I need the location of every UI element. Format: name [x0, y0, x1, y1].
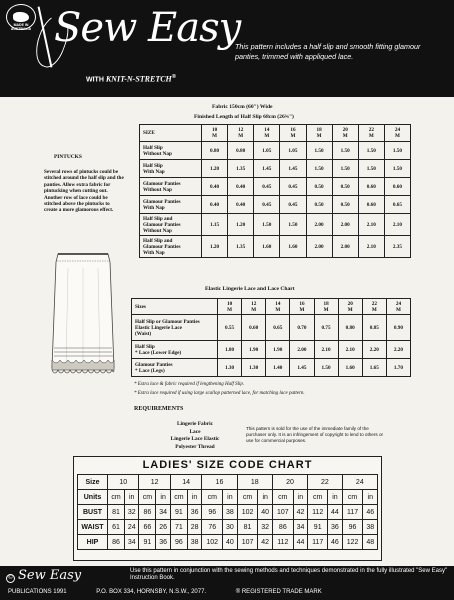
footer-banner [0, 566, 454, 600]
value-cell: 1.20 [202, 160, 228, 178]
value-cell: 1.50 [280, 214, 306, 236]
unit-cell: cm [308, 490, 328, 505]
value-cell: 1.15 [202, 214, 228, 236]
value-cell: 1.30 [218, 359, 242, 377]
size-column-header: 12 M [242, 299, 266, 315]
size-column-header: 14 M [266, 299, 290, 315]
measurement-value: 36 [187, 505, 201, 520]
unit-cell: in [328, 490, 342, 505]
value-cell: 0.60 [358, 178, 384, 196]
measurement-value: 91 [139, 535, 156, 550]
value-cell: 1.90 [266, 341, 290, 359]
value-cell: 1.45 [254, 160, 280, 178]
value-cell: 1.80 [218, 341, 242, 359]
size-column-header: 24 M [384, 125, 410, 142]
value-cell: 0.50 [332, 178, 358, 196]
value-cell: 1.60 [254, 236, 280, 258]
measurement-row [78, 520, 378, 535]
size-column-header: 12 M [228, 125, 254, 142]
value-cell: 2.20 [362, 341, 386, 359]
value-cell: 0.60 [384, 178, 410, 196]
measurement-value: 38 [223, 505, 237, 520]
unit-cell: in [223, 490, 237, 505]
measurement-value: 40 [223, 535, 237, 550]
value-cell: 1.90 [242, 341, 266, 359]
unit-cell: cm [272, 490, 293, 505]
lace-footnote-1: * Extra lace & fabric required if lengthening Half Slip. [134, 382, 245, 387]
size-chart-title: LADIES' SIZE CODE CHART [142, 459, 313, 471]
measurement-value: 112 [272, 535, 293, 550]
value-cell: 0.60 [242, 315, 266, 341]
unit-cell: in [293, 490, 307, 505]
measurement-value: 96 [202, 505, 223, 520]
brand-logo: Sew Easy [54, 5, 241, 51]
measurement-value: 61 [108, 520, 125, 535]
value-cell: 1.60 [338, 359, 362, 377]
size-value-cell: 24 [342, 475, 377, 490]
value-cell: 1.40 [266, 359, 290, 377]
measurement-value: 91 [308, 520, 328, 535]
made-in-australia-badge [6, 4, 36, 30]
measurement-value: 26 [156, 520, 170, 535]
measurement-value: 107 [237, 535, 258, 550]
measurement-value: 86 [108, 535, 125, 550]
ladies-size-chart [73, 456, 382, 561]
measurement-value: 96 [342, 520, 363, 535]
value-cell: 2.35 [384, 236, 410, 258]
yardage-table [139, 124, 411, 258]
size-value-cell: 16 [202, 475, 237, 490]
measurement-value: 34 [156, 505, 170, 520]
unit-cell: cm [139, 490, 156, 505]
size-value-cell: 14 [170, 475, 201, 490]
unit-cell: in [187, 490, 201, 505]
measurement-value: 46 [328, 535, 342, 550]
table-row [140, 214, 411, 236]
size-chart-table [77, 474, 378, 550]
table-row [140, 196, 411, 214]
measurement-value: 107 [272, 505, 293, 520]
row-label: Glamour Panties With Nap [140, 196, 202, 214]
value-cell: 0.40 [202, 178, 228, 196]
row-label: Glamour Panties Without Nap [140, 178, 202, 196]
value-cell: 1.50 [384, 142, 410, 160]
value-cell: 0.75 [314, 315, 338, 341]
footer-address: P.O. BOX 334, HORNSBY, N.S.W., 2077. [96, 589, 207, 595]
value-cell: 0.45 [280, 196, 306, 214]
measurement-value: 96 [170, 535, 187, 550]
value-cell: 1.60 [280, 236, 306, 258]
measurement-value: 34 [124, 535, 138, 550]
unit-cell: cm [237, 490, 258, 505]
pintucks-description: Several rows of pintucks could be stitched around the half slip and the panties. Allow extra fabric for pintucking when cutting out. Another row of lace could be stitched above the pintucks to create a more glamorous effect. [44, 169, 124, 214]
size-column-header: 18 M [306, 125, 332, 142]
measurement-value: 30 [223, 520, 237, 535]
row-label: Half Slip or Glamour Panties Elastic Lingerie Lace (Waist) [132, 315, 218, 341]
measurement-value: 38 [187, 535, 201, 550]
value-cell: 1.65 [362, 359, 386, 377]
finished-length-title: Finished Length of Half Slip 68cm (26¾") [194, 114, 294, 120]
value-cell: 0.55 [218, 315, 242, 341]
measurement-value: 66 [139, 520, 156, 535]
value-cell: 0.45 [280, 178, 306, 196]
unit-cell: in [124, 490, 138, 505]
unit-cell: cm [108, 490, 125, 505]
measurement-value: 42 [258, 535, 272, 550]
value-cell: 1.50 [384, 160, 410, 178]
measurement-value: 44 [328, 505, 342, 520]
size-column-header: 16 M [290, 299, 314, 315]
units-row [78, 490, 378, 505]
measurement-row [78, 505, 378, 520]
value-cell: 0.65 [266, 315, 290, 341]
unit-cell: in [156, 490, 170, 505]
value-cell: 1.50 [314, 359, 338, 377]
measurement-row [78, 535, 378, 550]
measurement-value: 117 [308, 535, 328, 550]
size-column-header: 16 M [280, 125, 306, 142]
knit-registered: ® [171, 74, 177, 80]
value-cell: 1.50 [358, 160, 384, 178]
table-row [140, 178, 411, 196]
requirements-list [150, 421, 240, 451]
value-cell: 2.10 [314, 341, 338, 359]
value-cell: 0.70 [290, 315, 314, 341]
header-banner [0, 0, 454, 97]
tagline: This pattern includes a half slip and smooth fitting glamour panties, trimmed with appliqued lace. [235, 42, 421, 61]
value-cell: 1.05 [280, 142, 306, 160]
unit-cell: cm [342, 490, 363, 505]
size-header-cell: SIZE [140, 125, 202, 142]
measurement-value: 36 [328, 520, 342, 535]
size-header-cell: Sizes [132, 299, 218, 315]
footer-instructions: Use this pattern in conjunction with the sewing methods and techniques demonstrated in the fully illustrated "Sew Easy" Instruction Book. [130, 568, 448, 581]
value-cell: 0.60 [358, 196, 384, 214]
measurement-label: BUST [78, 505, 108, 520]
value-cell: 2.10 [338, 341, 362, 359]
size-column-header: 20 M [332, 125, 358, 142]
value-cell: 1.45 [280, 160, 306, 178]
footer-trademark: ® REGISTERED TRADE MARK [235, 589, 322, 595]
value-cell: 0.40 [228, 196, 254, 214]
copyright-notice: This pattern is sold for the use of the immediate family of the purchaser only. It is an infringement of copyright to lend to others or use for commercial purposes. [246, 426, 384, 443]
value-cell: 0.50 [306, 196, 332, 214]
value-cell: 0.45 [254, 196, 280, 214]
value-cell: 1.50 [358, 142, 384, 160]
value-cell: 2.10 [384, 214, 410, 236]
requirement-item: Polyester Thread [175, 443, 215, 450]
row-label: Half Slip Without Nap [140, 142, 202, 160]
value-cell: 1.35 [228, 236, 254, 258]
table-header-row [132, 299, 411, 315]
measurement-value: 24 [124, 520, 138, 535]
measurement-value: 48 [363, 535, 378, 550]
table-row [140, 236, 411, 258]
measurement-value: 38 [363, 520, 378, 535]
value-cell: 0.40 [202, 196, 228, 214]
value-cell: 1.20 [202, 236, 228, 258]
value-cell: 1.70 [386, 359, 410, 377]
table-header-row [140, 125, 411, 142]
value-cell: 0.50 [306, 178, 332, 196]
units-label-cell: Units [78, 490, 108, 505]
unit-cell: in [363, 490, 378, 505]
value-cell: 1.50 [306, 160, 332, 178]
measurement-value: 40 [258, 505, 272, 520]
unit-cell: cm [202, 490, 223, 505]
half-slip-illustration [44, 248, 122, 398]
measurement-value: 122 [342, 535, 363, 550]
size-value-cell: 18 [237, 475, 272, 490]
value-cell: 1.45 [290, 359, 314, 377]
measurement-value: 36 [156, 535, 170, 550]
size-column-header: 10 M [202, 125, 228, 142]
value-cell: 2.20 [386, 341, 410, 359]
measurement-value: 91 [170, 505, 187, 520]
requirement-item: Lace [189, 428, 201, 435]
australia-map-icon [13, 12, 29, 22]
size-value-cell: 22 [308, 475, 342, 490]
badge-text: MADE IN AUSTRALIA [10, 23, 32, 31]
measurement-value: 117 [342, 505, 363, 520]
measurement-value: 86 [272, 520, 293, 535]
value-cell: 0.85 [362, 315, 386, 341]
value-cell: 0.50 [332, 196, 358, 214]
measurement-value: 34 [293, 520, 307, 535]
value-cell: 1.05 [254, 142, 280, 160]
size-column-header: 14 M [254, 125, 280, 142]
measurement-value: 102 [202, 535, 223, 550]
value-cell: 1.35 [228, 160, 254, 178]
measurement-value: 32 [124, 505, 138, 520]
footer-publications: PUBLICATIONS 1991 [8, 589, 67, 595]
size-value-cell: 20 [272, 475, 307, 490]
measurement-value: 86 [139, 505, 156, 520]
measurement-value: 32 [258, 520, 272, 535]
value-cell: 1.50 [332, 160, 358, 178]
value-cell: 2.00 [290, 341, 314, 359]
value-cell: 2.00 [306, 236, 332, 258]
measurement-value: 42 [293, 505, 307, 520]
value-cell: 0.80 [338, 315, 362, 341]
size-column-header: 24 M [386, 299, 410, 315]
size-column-header: 22 M [362, 299, 386, 315]
knit-n-stretch-label [86, 74, 176, 83]
value-cell: 1.50 [332, 142, 358, 160]
row-label: Half Slip and Glamour Panties With Nap [140, 236, 202, 258]
table-row [140, 160, 411, 178]
table-row [132, 359, 411, 377]
size-column-header: 18 M [314, 299, 338, 315]
knit-brand: KNIT-N-STRETCH [105, 74, 172, 84]
size-value-cell: 12 [139, 475, 170, 490]
value-cell: 2.00 [332, 214, 358, 236]
value-cell: 0.90 [386, 315, 410, 341]
measurement-value: 112 [308, 505, 328, 520]
knit-prefix: WITH [86, 76, 104, 84]
value-cell: 2.10 [358, 236, 384, 258]
measurement-value: 71 [170, 520, 187, 535]
value-cell: 1.30 [242, 359, 266, 377]
value-cell: 0.80 [228, 142, 254, 160]
value-cell: 1.20 [228, 214, 254, 236]
copyright-icon: © [6, 574, 15, 583]
row-label: Half Slip With Nap [140, 160, 202, 178]
measurement-value: 46 [363, 505, 378, 520]
lace-chart-title: Elastic Lingerie Lace and Lace Chart [205, 286, 295, 292]
value-cell: 0.80 [202, 142, 228, 160]
measurement-label: WAIST [78, 520, 108, 535]
measurement-value: 28 [187, 520, 201, 535]
value-cell: 0.40 [228, 178, 254, 196]
measurement-label: HIP [78, 535, 108, 550]
value-cell: 2.10 [358, 214, 384, 236]
row-label: Half Slip * Lace (Lower Edge) [132, 341, 218, 359]
value-cell: 0.45 [254, 178, 280, 196]
requirements-title: REQUIREMENTS [134, 406, 184, 412]
row-label: Half Slip and Glamour Panties Without Nap [140, 214, 202, 236]
requirement-item: Lingerie Fabric [176, 421, 214, 427]
row-label: Glamour Panties * Lace (Legs) [132, 359, 218, 377]
lace-chart-table [131, 298, 411, 377]
value-cell: 2.00 [306, 214, 332, 236]
size-value-cell: 10 [108, 475, 139, 490]
table-row [140, 142, 411, 160]
measurement-value: 81 [237, 520, 258, 535]
value-cell: 1.50 [254, 214, 280, 236]
measurement-value: 44 [293, 535, 307, 550]
table-row [132, 341, 411, 359]
value-cell: 2.00 [332, 236, 358, 258]
measurement-value: 76 [202, 520, 223, 535]
unit-cell: in [258, 490, 272, 505]
requirement-item: Lingerie Lace Elastic [170, 436, 220, 442]
size-row [78, 475, 378, 490]
size-label-cell: Size [78, 475, 108, 490]
size-column-header: 22 M [358, 125, 384, 142]
footer-publisher-line [8, 589, 454, 595]
size-column-header: 20 M [338, 299, 362, 315]
table-row [132, 315, 411, 341]
unit-cell: cm [170, 490, 187, 505]
measurement-value: 81 [108, 505, 125, 520]
size-column-header: 10 M [218, 299, 242, 315]
value-cell: 1.50 [306, 142, 332, 160]
footer-brand-logo: Sew Easy [18, 568, 82, 583]
lace-footnote-2: * Extra lace required if using large scallop patterned lace, for matching lace pattern. [134, 391, 305, 396]
value-cell: 0.65 [384, 196, 410, 214]
pintucks-title: PINTUCKS [54, 154, 82, 160]
fabric-width-title: Fabric 150cm (60") Wide [212, 104, 273, 110]
measurement-value: 102 [237, 505, 258, 520]
